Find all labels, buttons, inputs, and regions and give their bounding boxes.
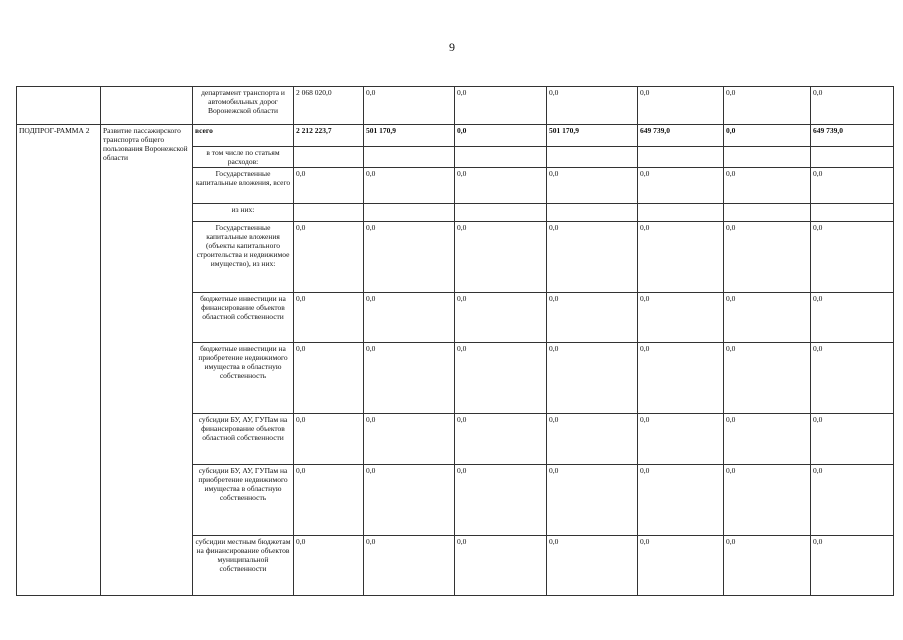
table-cell: субсидии БУ, АУ, ГУПам на приобретение недвижимого имущества в областную собственность xyxy=(193,464,294,535)
subprogram-code-cell: ПОДПРОГ-РАММА 2 xyxy=(17,125,101,596)
table-cell: 0,0 xyxy=(724,293,811,343)
table-cell: 0,0 xyxy=(724,464,811,535)
table-cell: 0,0 xyxy=(364,464,455,535)
table-cell: 0,0 xyxy=(364,413,455,464)
table-cell xyxy=(638,147,724,168)
table-cell: 0,0 xyxy=(294,413,364,464)
table-cell: 0,0 xyxy=(638,87,724,125)
table-cell: субсидии местным бюджетам на финансирование объектов муниципальной собственности xyxy=(193,535,294,595)
table-cell: 0,0 xyxy=(638,222,724,293)
table-cell: всего xyxy=(193,125,294,147)
table-cell xyxy=(811,147,894,168)
table-cell: субсидии БУ, АУ, ГУПам на финансирование объектов областной собственности xyxy=(193,413,294,464)
subprogram-name-cell: Развитие пассажирского транспорта общего пользования Воронежской области xyxy=(101,125,193,596)
table-cell: 0,0 xyxy=(364,222,455,293)
table-cell: Государственные капитальные вложения (объекты капитального строительства и недвижимое имущество), из них: xyxy=(193,222,294,293)
table-cell: 0,0 xyxy=(364,168,455,204)
table-cell: 0,0 xyxy=(547,413,638,464)
table-cell: 0,0 xyxy=(724,343,811,413)
budget-table xyxy=(16,86,894,596)
table-cell: 0,0 xyxy=(455,168,547,204)
table-cell: 0,0 xyxy=(811,413,894,464)
table-cell: 0,0 xyxy=(455,222,547,293)
table-cell: 0,0 xyxy=(638,343,724,413)
table-cell xyxy=(455,204,547,222)
table-cell: 0,0 xyxy=(364,535,455,595)
table-cell xyxy=(638,204,724,222)
table-cell: 0,0 xyxy=(547,222,638,293)
table-cell: 0,0 xyxy=(294,222,364,293)
table-cell: 0,0 xyxy=(638,413,724,464)
table-cell: 0,0 xyxy=(638,535,724,595)
table-cell: 0,0 xyxy=(811,464,894,535)
table-cell: 0,0 xyxy=(547,535,638,595)
table-row xyxy=(17,125,894,147)
table-cell: 0,0 xyxy=(455,343,547,413)
table-cell: 0,0 xyxy=(724,535,811,595)
table-cell: 2 212 223,7 xyxy=(294,125,364,147)
table-cell: 0,0 xyxy=(364,87,455,125)
table-cell: бюджетные инвестиции на приобретение недвижимого имущества в областную собственность xyxy=(193,343,294,413)
table-cell: 0,0 xyxy=(455,125,547,147)
table-cell: 0,0 xyxy=(294,535,364,595)
table-cell: 0,0 xyxy=(364,293,455,343)
table-cell: из них: xyxy=(193,204,294,222)
table-row xyxy=(17,87,894,125)
table-cell: 501 170,9 xyxy=(364,125,455,147)
table-cell: 0,0 xyxy=(455,464,547,535)
table-cell xyxy=(294,204,364,222)
table-cell: 0,0 xyxy=(638,293,724,343)
table-cell xyxy=(17,87,101,125)
table-cell xyxy=(547,147,638,168)
table-cell: бюджетные инвестиции на финансирование объектов областной собственности xyxy=(193,293,294,343)
table-cell: в том числе по статьям расходов: xyxy=(193,147,294,168)
table-cell: Государственные капитальные вложения, всего xyxy=(193,168,294,204)
table-cell: 0,0 xyxy=(724,125,811,147)
table-cell: 0,0 xyxy=(455,293,547,343)
table-cell: 0,0 xyxy=(724,222,811,293)
table-cell xyxy=(724,204,811,222)
table-cell xyxy=(294,147,364,168)
table-cell: 0,0 xyxy=(638,464,724,535)
table-cell: 0,0 xyxy=(294,293,364,343)
table-cell xyxy=(364,147,455,168)
table-cell: 0,0 xyxy=(547,293,638,343)
table-cell: 0,0 xyxy=(811,535,894,595)
table-cell xyxy=(455,147,547,168)
table-cell xyxy=(364,204,455,222)
table-cell: 0,0 xyxy=(724,168,811,204)
table-cell: 501 170,9 xyxy=(547,125,638,147)
table-cell: 0,0 xyxy=(811,87,894,125)
table-cell xyxy=(811,204,894,222)
table-cell xyxy=(724,147,811,168)
table-cell: 0,0 xyxy=(455,87,547,125)
table-cell: 0,0 xyxy=(294,168,364,204)
table-cell: 0,0 xyxy=(455,535,547,595)
table-cell: 0,0 xyxy=(547,87,638,125)
table-cell: 0,0 xyxy=(455,413,547,464)
table-cell: 649 739,0 xyxy=(638,125,724,147)
table-cell: 0,0 xyxy=(811,293,894,343)
page-number: 9 xyxy=(449,40,455,54)
table-cell: 0,0 xyxy=(638,168,724,204)
table-cell: 0,0 xyxy=(811,168,894,204)
table-cell: 0,0 xyxy=(811,222,894,293)
table-cell: 0,0 xyxy=(811,343,894,413)
table-cell: 0,0 xyxy=(724,87,811,125)
table-cell: 0,0 xyxy=(547,343,638,413)
table-cell: департамент транспорта и автомобильных дорог Воронежской области xyxy=(193,87,294,125)
table-cell: 0,0 xyxy=(547,464,638,535)
table-cell: 0,0 xyxy=(364,343,455,413)
table-cell: 0,0 xyxy=(294,464,364,535)
table-cell xyxy=(101,87,193,125)
table-cell: 2 068 020,0 xyxy=(294,87,364,125)
table-cell: 649 739,0 xyxy=(811,125,894,147)
table-cell xyxy=(547,204,638,222)
table-cell: 0,0 xyxy=(724,413,811,464)
table-cell: 0,0 xyxy=(294,343,364,413)
table-cell: 0,0 xyxy=(547,168,638,204)
